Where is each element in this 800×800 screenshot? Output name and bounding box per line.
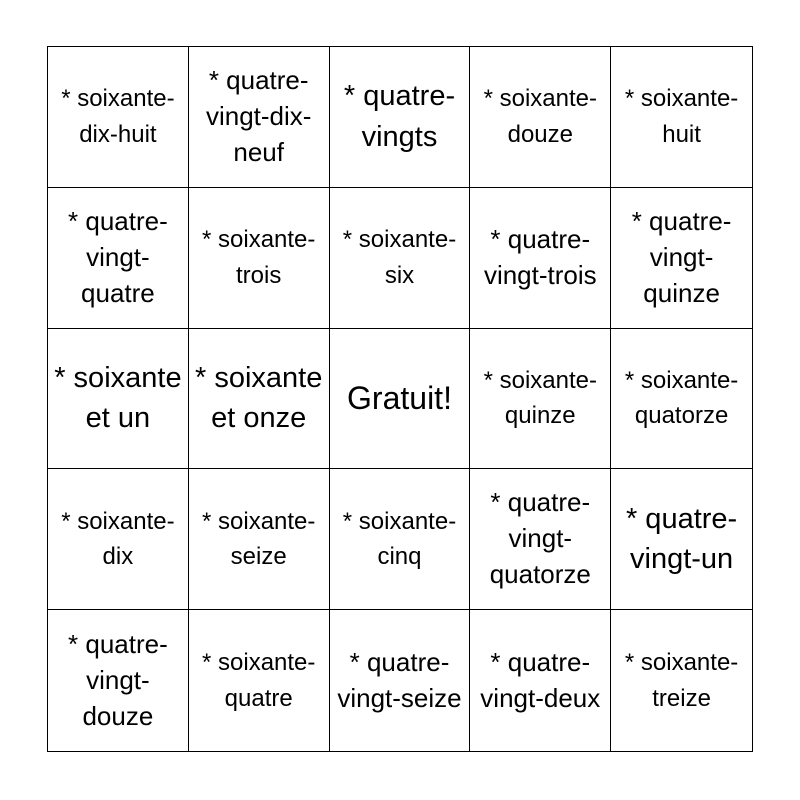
- cell-text: * soixante-six: [342, 226, 457, 289]
- bingo-cell-r4c2[interactable]: [189, 469, 330, 610]
- cell-text: * quatre-vingt-seize: [337, 646, 462, 713]
- cell-text: * soixante-trois: [202, 226, 316, 289]
- bingo-cell-r4c1[interactable]: [48, 469, 189, 610]
- cell-text: * quatre-vingt-trois: [483, 223, 597, 290]
- bingo-cell-r1c5[interactable]: [611, 47, 752, 188]
- bingo-cell-r5c3[interactable]: [330, 610, 471, 751]
- cell-text: * soixante et onze: [195, 361, 323, 435]
- cell-text: * quatre-vingt-dix-neuf: [205, 65, 312, 167]
- cell-text: * soixante-dix: [61, 507, 175, 571]
- bingo-cell-r4c3[interactable]: [330, 469, 471, 610]
- bingo-cell-r1c3[interactable]: [330, 47, 471, 188]
- bingo-cell-free[interactable]: [330, 329, 471, 470]
- cell-text: * soixante-douze: [483, 85, 597, 148]
- cell-text: * quatre-vingts: [343, 80, 456, 153]
- bingo-cell-r4c5[interactable]: [611, 469, 752, 610]
- cell-text: * soixante-dix-huit: [61, 85, 175, 148]
- bingo-cell-r2c3[interactable]: [330, 188, 471, 329]
- cell-text: * soixante-quinze: [483, 366, 597, 430]
- bingo-board: [47, 46, 753, 752]
- cell-text: * soixante-quatre: [202, 649, 316, 712]
- bingo-cell-r5c5[interactable]: [611, 610, 752, 751]
- bingo-cell-r5c4[interactable]: [470, 610, 611, 751]
- bingo-cell-r3c5[interactable]: [611, 329, 752, 470]
- cell-text: * soixante-huit: [624, 85, 739, 148]
- bingo-cell-r1c4[interactable]: [470, 47, 611, 188]
- bingo-cell-r2c1[interactable]: [48, 188, 189, 329]
- bingo-cell-r3c4[interactable]: [470, 329, 611, 470]
- bingo-cell-r3c1[interactable]: [48, 329, 189, 470]
- cell-text: * quatre-vingt-quinze: [631, 205, 732, 308]
- cell-text: * soixante et un: [54, 361, 182, 435]
- cell-text: * quatre-vingt-douze: [68, 628, 168, 731]
- cell-text: * soixante-cinq: [342, 507, 457, 571]
- cell-text: * quatre-vingt-quatorze: [489, 487, 591, 590]
- bingo-cell-r4c4[interactable]: [470, 469, 611, 610]
- cell-text: * soixante-quatorze: [624, 366, 739, 430]
- cell-text: * quatre-vingt-deux: [480, 646, 601, 713]
- bingo-cell-r2c5[interactable]: [611, 188, 752, 329]
- bingo-cell-r1c1[interactable]: [48, 47, 189, 188]
- cell-text: * soixante-seize: [202, 507, 316, 571]
- free-space-text: Gratuit!: [347, 380, 452, 417]
- bingo-cell-r5c1[interactable]: [48, 610, 189, 751]
- bingo-cell-r5c2[interactable]: [189, 610, 330, 751]
- cell-text: * quatre-vingt-quatre: [68, 205, 168, 308]
- cell-text: * quatre-vingt-un: [625, 502, 738, 576]
- bingo-cell-r1c2[interactable]: [189, 47, 330, 188]
- bingo-cell-r2c4[interactable]: [470, 188, 611, 329]
- bingo-cell-r3c2[interactable]: [189, 329, 330, 470]
- cell-text: * soixante-treize: [624, 649, 739, 712]
- bingo-cell-r2c2[interactable]: [189, 188, 330, 329]
